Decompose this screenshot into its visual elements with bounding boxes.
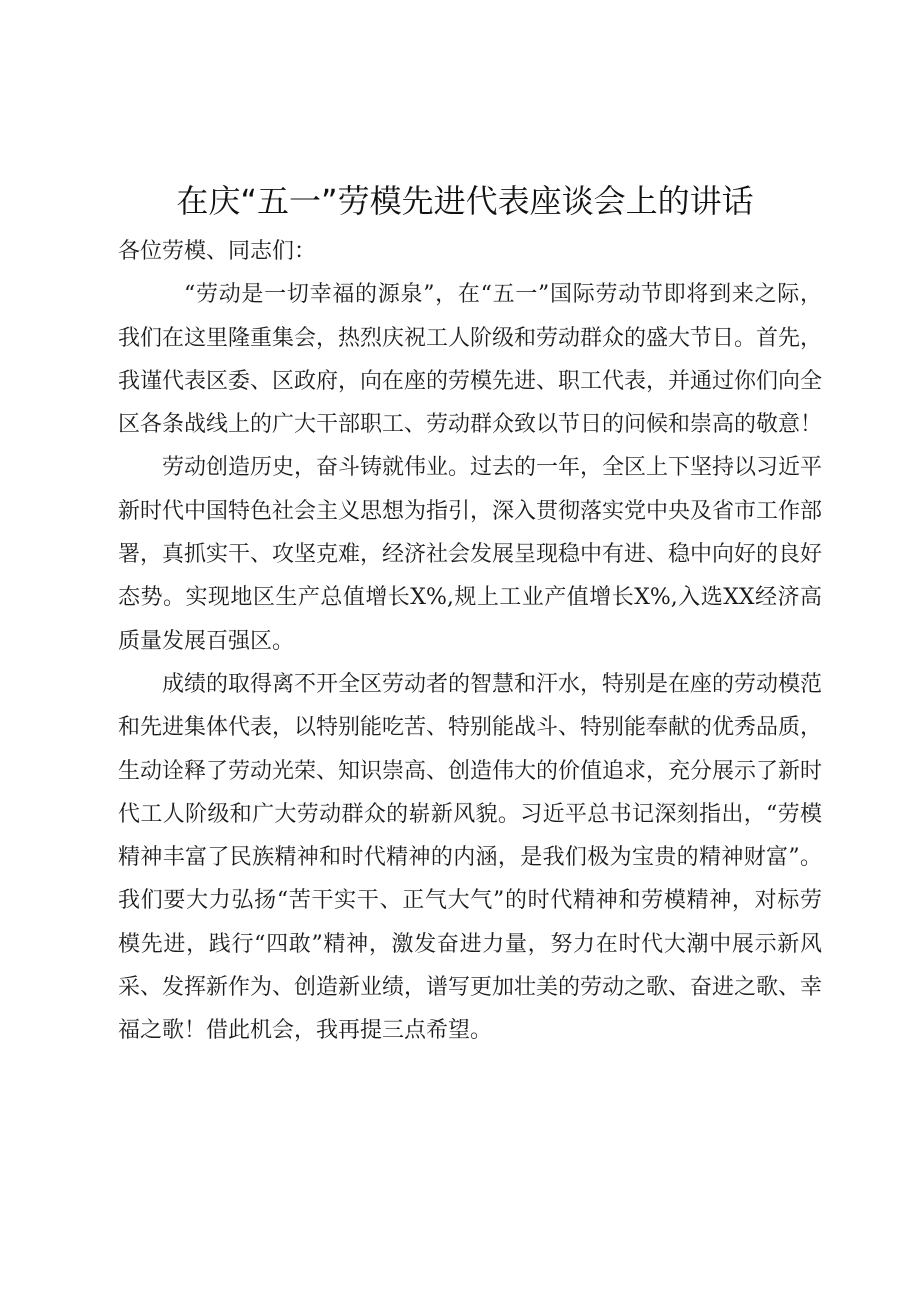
document-title: 在庆“五一”劳模先进代表座谈会上的讲话 [176,182,754,220]
document-body [118,230,822,1053]
paragraph-3: 成绩的取得离不开全区劳动者的智慧和汗水，特别是在座的劳动模范和先进集体代表，以特别能吃苦、特别能战斗、特别能奉献的优秀品质，生动诠释了劳动光荣、知识崇高、创造伟大的价值追求，充分展示了新时代工人阶级和广大劳动群众的崭新风貌。习近平总书记深刻指出，“劳模精神丰富了民族精神和时代精神的内涵，是我们极为宝贵的精神财富”。我们要大力弘扬“苦干实干、正气大气”的时代精神和劳模精神，对标劳模先进，践行“四敢”精神，激发奋进力量，努力在时代大潮中展示新风采、发挥新作为、创造新业绩，谱写更加壮美的劳动之歌、奋进之歌、幸福之歌！借此机会，我再提三点希望。 [118,671,823,1044]
salutation: 各位劳模、同志们： [118,239,317,264]
paragraph-1: “劳动是一切幸福的源泉”，在“五一”国际劳动节即将到来之际，我们在这里隆重集会，热烈庆祝工人阶级和劳动群众的盛大节日。首先，我谨代表区委、区政府，向在座的劳模先进、职工代表，并通过你们向全区各条战线上的广大干部职工、劳动群众致以节日的问候和崇高的敬意！ [118,282,823,438]
paragraph-2: 劳动创造历史，奋斗铸就伟业。过去的一年，全区上下坚持以习近平新时代中国特色社会主义思想为指引，深入贯彻落实党中央及省市工作部署，真抓实干、攻坚克难，经济社会发展呈现稳中有进、稳中向好的良好态势。实现地区生产总值增长X%,规上工业产值增长X%,入选XX经济高质量发展百强区。 [118,455,823,654]
